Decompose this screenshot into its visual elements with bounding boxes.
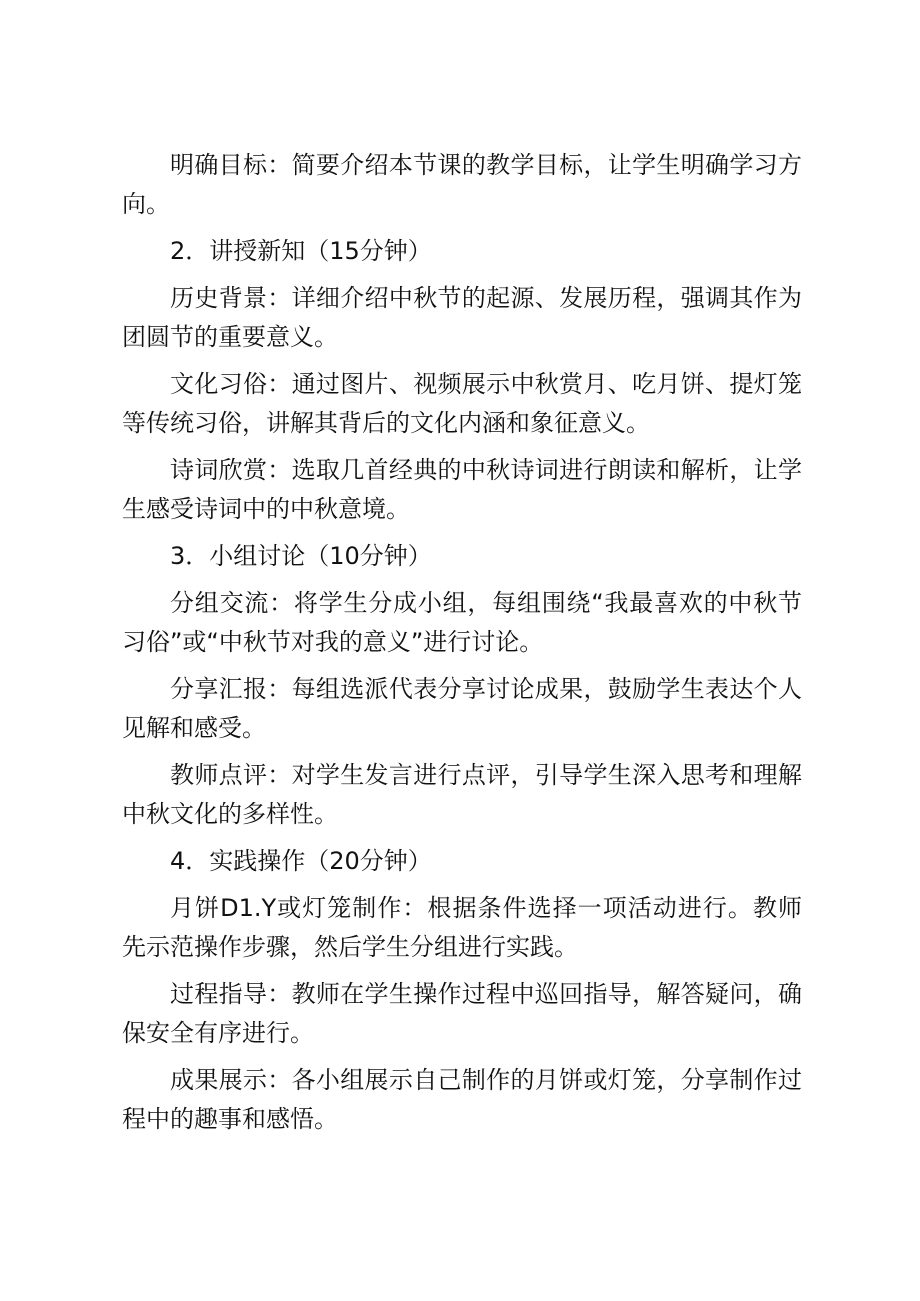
paragraph-diy: 月饼D1.Y或灯笼制作：根据条件选择一项活动进行。教师先示范操作步骤，然后学生分组进行实践。	[122, 894, 802, 961]
paragraph-teacher-review: 教师点评：对学生发言进行点评，引导学生深入思考和理解中秋文化的多样性。	[122, 761, 802, 828]
section-heading-teaching: 2．讲授新知（15分钟）	[170, 237, 432, 265]
paragraph-sharing: 分享汇报：每组选派代表分享讨论成果，鼓励学生表达个人见解和感受。	[122, 675, 802, 742]
paragraph-guidance: 过程指导：教师在学生操作过程中巡回指导，解答疑问，确保安全有序进行。	[122, 980, 802, 1047]
section-heading-practice: 4．实践操作（20分钟）	[170, 847, 432, 875]
document-body	[122, 146, 802, 1147]
paragraph-showcase: 成果展示：各小组展示自己制作的月饼或灯笼，分享制作过程中的趣事和感悟。	[122, 1066, 802, 1133]
paragraph-customs: 文化习俗：通过图片、视频展示中秋赏月、吃月饼、提灯笼等传统习俗，讲解其背后的文化内涵和象征意义。	[122, 370, 802, 437]
section-heading-discussion: 3．小组讨论（10分钟）	[170, 542, 432, 570]
paragraph-goal: 明确目标：简要介绍本节课的教学目标，让学生明确学习方向。	[122, 151, 802, 218]
paragraph-group-exchange: 分组交流：将学生分成小组，每组围绕“我最喜欢的中秋节习俗”或“中秋节对我的意义”进行讨论。	[122, 589, 802, 656]
paragraph-poetry: 诗词欣赏：选取几首经典的中秋诗词进行朗读和解析，让学生感受诗词中的中秋意境。	[122, 456, 802, 523]
paragraph-history: 历史背景：详细介绍中秋节的起源、发展历程，强调其作为团圆节的重要意义。	[122, 284, 802, 351]
